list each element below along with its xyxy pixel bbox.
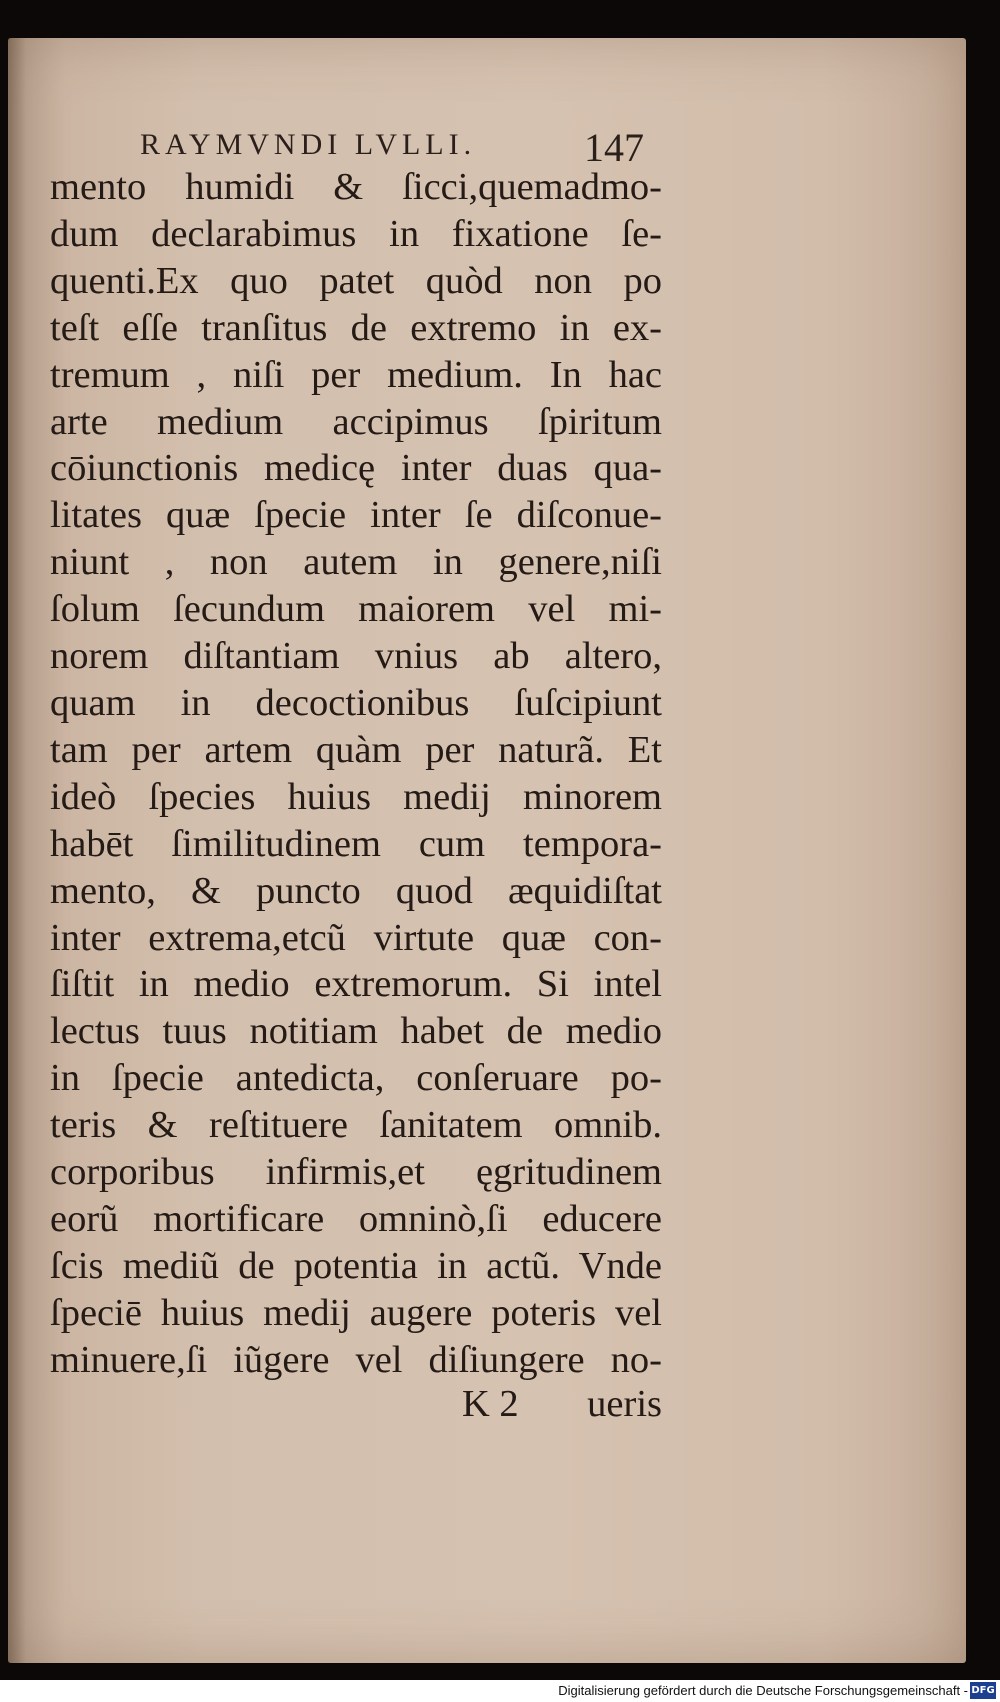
text-line: mento, & puncto quod æquidiſtat (50, 869, 662, 912)
text-line: habēt ſimilitudinem cum tempora- (50, 822, 662, 865)
digitization-footer (0, 1680, 1000, 1702)
text-line: dum declarabimus in fixatione ſe- (50, 212, 662, 255)
text-line: tam per artem quàm per naturã. Et (50, 728, 662, 771)
text-line: lectus tuus notitiam habet de medio (50, 1010, 662, 1053)
funding-credit: Digitalisierung gefördert durch die Deutsche Forschungsgemeinschaft - (558, 1683, 968, 1698)
page-gutter-shadow (8, 38, 26, 1663)
text-line: ſiſtit in medio extremorum. Si intel (50, 963, 662, 1006)
text-line: norem diſtantiam vnius ab altero, (50, 635, 662, 678)
page-number: 147 (584, 125, 644, 170)
text-line: cōiunctionis medicę inter duas qua- (50, 447, 662, 490)
catchword: ueris (587, 1383, 662, 1425)
running-head: RAYMVNDI LVLLI. (140, 128, 477, 161)
text-line: corporibus infirmis,et ęgritudinem (50, 1151, 662, 1194)
text-line: in ſpecie antedicta, conſeruare po- (50, 1057, 662, 1100)
text-line: inter extrema,etcũ virtute quæ con- (50, 916, 662, 959)
text-line: ſpeciē huius medij augere poteris vel (50, 1291, 662, 1334)
text-line: minuere,ſi iũgere vel diſiungere no- (50, 1338, 662, 1381)
text-line: eorũ mortificare omninò,ſi educere (50, 1197, 662, 1240)
text-line: quam in decoctionibus ſuſcipiunt (50, 681, 662, 724)
body-text (50, 164, 662, 1384)
text-line: mento humidi & ſicci,quemadmo- (50, 166, 662, 208)
text-line: arte medium accipimus ſpiritum (50, 400, 662, 443)
text-line: ſcis mediũ de potentia in actũ. Vnde (50, 1244, 662, 1287)
dfg-logo-icon: DFG (970, 1682, 996, 1699)
text-line: quenti.Ex quo patet quòd non po (50, 259, 662, 302)
text-line: litates quæ ſpecie inter ſe diſconue- (50, 494, 662, 537)
text-line: tremum , niſi per medium. In hac (50, 353, 662, 396)
catchword-row (50, 1382, 662, 1432)
text-line: ſolum ſecundum maiorem vel mi- (50, 588, 662, 631)
text-line: ideò ſpecies huius medij minorem (50, 775, 662, 818)
text-line: teris & reſtituere ſanitatem omnib. (50, 1104, 662, 1147)
signature-mark: K 2 (462, 1383, 519, 1425)
text-line: teſt eſſe tranſitus de extremo in ex- (50, 306, 662, 349)
text-line: niunt , non autem in genere,niſi (50, 541, 662, 584)
